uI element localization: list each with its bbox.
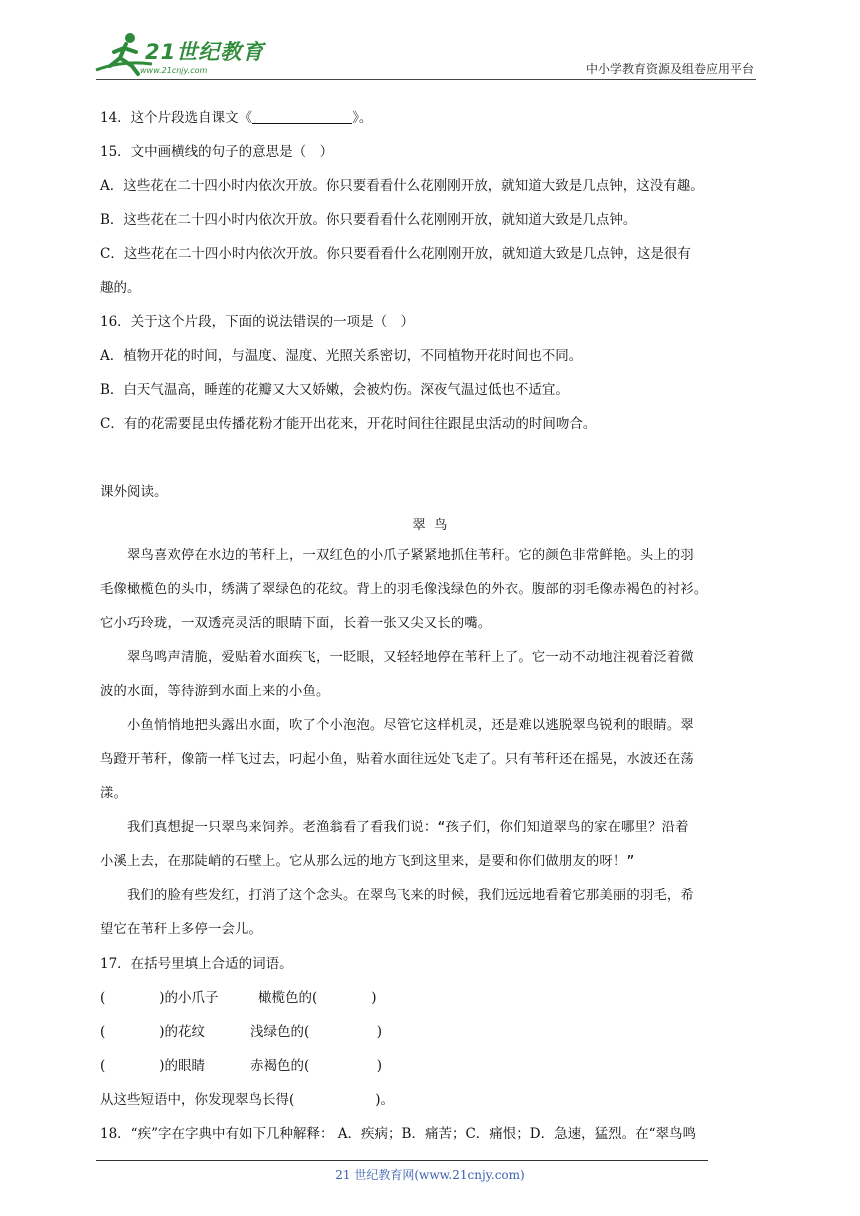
q17-row3-left: ( )的眼睛 [100, 1058, 206, 1074]
passage-line: 波的水面，等待游到水面上来的小鱼。 [100, 684, 330, 699]
question-17: 17．在括号里填上合适的词语。 [100, 956, 293, 972]
passage-title: 翠 鸟 [412, 518, 448, 533]
q14-end: 》。 [352, 110, 373, 126]
q15-option-a: A．这些花在二十四小时内依次开放。你只要看看什么花刚刚开放，就知道大致是几点钟，这没有趣。 [100, 178, 704, 194]
q17-row3-right: 赤褐色的( ) [250, 1058, 383, 1074]
passage-line: 鸟蹬开苇秆，像箭一样飞过去，叼起小鱼，贴着水面往远处飞走了。只有苇秆还在摇晃，水波还在荡 [100, 752, 694, 767]
question-14 [100, 106, 372, 126]
footer-source: 21 世纪教育网(www.21cnjy.com) [335, 1168, 525, 1182]
q17-row1-left: ( )的小爪子 [100, 990, 219, 1006]
passage-line: 毛像橄榄色的头巾，绣满了翠绿色的花纹。背上的羽毛像浅绿色的外衣。腹部的羽毛像赤褐色的衬衫。 [100, 582, 708, 597]
passage-line: 望它在苇秆上多停一会儿。 [100, 922, 262, 937]
q17-row2-right: 浅绿色的( ) [250, 1024, 383, 1040]
header-divider [96, 79, 756, 80]
passage-line: 我们的脸有些发红，打消了这个念头。在翠鸟飞来的时候，我们远远地看着它那美丽的羽毛，希 [100, 888, 694, 903]
passage-line: 它小巧玲珑，一双透亮灵活的眼睛下面，长着一张又尖又长的嘴。 [100, 616, 492, 631]
passage-line: 翠鸟喜欢停在水边的苇秆上，一双红色的小爪子紧紧地抓住苇秆。它的颜色非常鲜艳。头上的羽 [100, 548, 694, 563]
q14-text: 14．这个片段选自课文《 [100, 110, 253, 126]
q17-row2-left: ( )的花纹 [100, 1024, 206, 1040]
q15-option-c-cont: 趣的。 [100, 280, 141, 296]
q15-option-b: B．这些花在二十四小时内依次开放。你只要看看什么花刚刚开放，就知道大致是几点钟。 [100, 212, 637, 228]
passage-line: 小鱼悄悄地把头露出水面，吹了个小泡泡。尽管它这样机灵，还是难以逃脱翠鸟锐利的眼睛。翠 [100, 718, 694, 733]
passage-line: 我们真想捉一只翠鸟来饲养。老渔翁看了看我们说：“孩子们，你们知道翠鸟的家在哪里？沿着 [100, 820, 689, 835]
q17-summary: 从这些短语中，你发现翠鸟长得( )。 [100, 1092, 395, 1108]
passage-line: 翠鸟鸣声清脆，爱贴着水面疾飞，一眨眼，又轻轻地停在苇秆上了。它一动不动地注视着泛着微 [100, 650, 694, 665]
platform-title: 中小学教育资源及组卷应用平台 [585, 62, 754, 76]
page-header [0, 0, 860, 82]
q15-option-c: C．这些花在二十四小时内依次开放。你只要看看什么花刚刚开放，就知道大致是几点钟，这是很有 [100, 246, 691, 262]
question-15: 15．文中画横线的句子的意思是（ ） [100, 144, 334, 160]
question-16: 16．关于这个片段，下面的说法错误的一项是（ ） [100, 314, 415, 330]
q14-blank [252, 110, 352, 124]
q16-option-b: B．白天气温高，睡莲的花瓣又大又娇嫩，会被灼伤。深夜气温过低也不适宜。 [100, 382, 569, 398]
passage-line: 小溪上去，在那陡峭的石壁上。它从那么远的地方飞到这里来，是要和你们做朋友的呀！” [100, 854, 635, 869]
passage-line: 漾。 [100, 786, 127, 801]
question-18: 18．“疾”字在字典中有如下几种解释： A．疾病；B．痛苦；C．痛恨；D．急速，猛烈。在“翠鸟鸣 [100, 1126, 696, 1142]
footer-divider [96, 1160, 708, 1161]
q16-option-c: C．有的花需要昆虫传播花粉才能开出花来，开花时间往往跟昆虫活动的时间吻合。 [100, 416, 597, 432]
q16-option-a: A．植物开花的时间，与温度、湿度、光照关系密切，不同植物开花时间也不同。 [100, 348, 583, 364]
logo-text: 21世纪教育 [145, 40, 265, 64]
reading-section-label: 课外阅读。 [100, 484, 168, 500]
logo-url: www.21cnjy.com [140, 66, 208, 75]
q17-row1-right: 橄榄色的( ) [258, 990, 377, 1006]
